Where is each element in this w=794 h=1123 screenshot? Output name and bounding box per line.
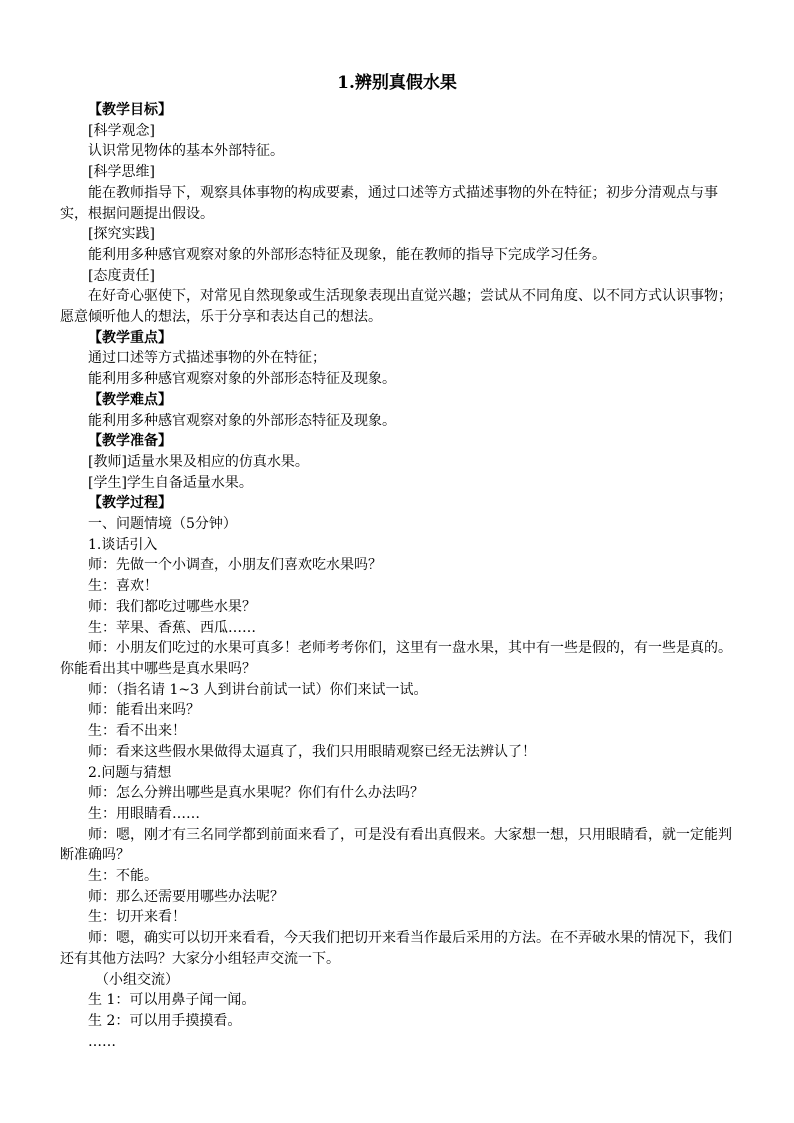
paragraph: 2.问题与猜想	[88, 764, 172, 781]
paragraph: 通过口述等方式描述事物的外在特征；	[88, 350, 326, 367]
paragraph: 生 1：可以用鼻子闻一闻。	[88, 992, 256, 1009]
document-title: 1.辨别真假水果	[337, 73, 457, 93]
paragraph: 师：先做一个小调查，小朋友们喜欢吃水果吗？	[88, 557, 382, 574]
paragraph: （小组交流）	[95, 971, 179, 988]
paragraph: 师：嗯，确实可以切开来看看，今天我们把切开来看当作最后采用的方法。在不弄破水果的情况下，我们还有其他方法吗？大家分小组轻声交流一下。	[60, 930, 732, 967]
paragraph: 生：苹果、香蕉、西瓜……	[88, 619, 256, 636]
paragraph: [探究实践]	[88, 226, 155, 243]
section-heading: 【教学重点】	[88, 329, 172, 346]
paragraph: 1.谈话引入	[88, 536, 158, 553]
paragraph: 一、问题情境（5分钟）	[88, 516, 237, 533]
section-heading: 【教学目标】	[88, 102, 172, 118]
paragraph: 师：怎么分辨出哪些是真水果呢？你们有什么办法吗？	[88, 785, 424, 802]
paragraph: 师：我们都吃过哪些水果？	[88, 598, 256, 615]
paragraph: 能利用多种感官观察对象的外部形态特征及现象。	[88, 412, 396, 429]
paragraph: 师：能看出来吗？	[88, 702, 200, 719]
paragraph: [科学思维]	[88, 164, 155, 181]
paragraph: 在好奇心驱使下，对常见自然现象或生活现象表现出直觉兴趣；尝试从不同角度、以不同方式认识事物；愿意倾听他人的想法，乐于分享和表达自己的想法。	[60, 288, 732, 326]
paragraph: 能在教师指导下，观察具体事物的构成要素，通过口述等方式描述事物的外在特征；初步分清观点与事实，根据问题提出假设。	[60, 184, 718, 222]
paragraph: 能利用多种感官观察对象的外部形态特征及现象。	[88, 371, 396, 388]
paragraph: ……	[88, 1033, 116, 1050]
paragraph: 师：看来这些假水果做得太逼真了，我们只用眼睛观察已经无法辨认了！	[88, 743, 536, 760]
document-page	[60, 70, 734, 1052]
paragraph: 生：用眼睛看……	[88, 805, 200, 822]
paragraph: [态度责任]	[88, 267, 155, 284]
paragraph: 师：小朋友们吃过的水果可真多！老师考考你们，这里有一盘水果，其中有一些是假的，有一些是真的。你能看出其中哪些是真水果吗？	[60, 640, 732, 677]
paragraph: 生：看不出来！	[88, 723, 186, 740]
paragraph: 生 2：可以用手摸摸看。	[88, 1012, 242, 1029]
paragraph: [学生]学生自备适量水果。	[88, 474, 253, 491]
paragraph: [教师]适量水果及相应的仿真水果。	[88, 453, 309, 470]
paragraph: 师：嗯，刚才有三名同学都到前面来看了，可是没有看出真假来。大家想一想，只用眼睛看，就一定能判断准确吗？	[60, 826, 732, 864]
paragraph: 师：（指名请 1~3 人到讲台前试一试）你们来试一试。	[88, 681, 428, 698]
paragraph: 生：不能。	[88, 868, 158, 885]
document-body	[60, 100, 734, 1052]
section-heading: 【教学难点】	[88, 391, 172, 408]
section-heading: 【教学准备】	[88, 433, 172, 450]
paragraph: 生：切开来看！	[88, 909, 186, 926]
section-heading: 【教学过程】	[88, 495, 172, 512]
paragraph: 能利用多种感官观察对象的外部形态特征及现象，能在教师的指导下完成学习任务。	[88, 246, 606, 263]
paragraph: 认识常见物体的基本外部特征。	[88, 143, 284, 160]
paragraph: 生：喜欢！	[88, 578, 158, 595]
paragraph: [科学观念]	[88, 122, 155, 139]
paragraph: 师：那么还需要用哪些办法呢？	[88, 888, 284, 905]
